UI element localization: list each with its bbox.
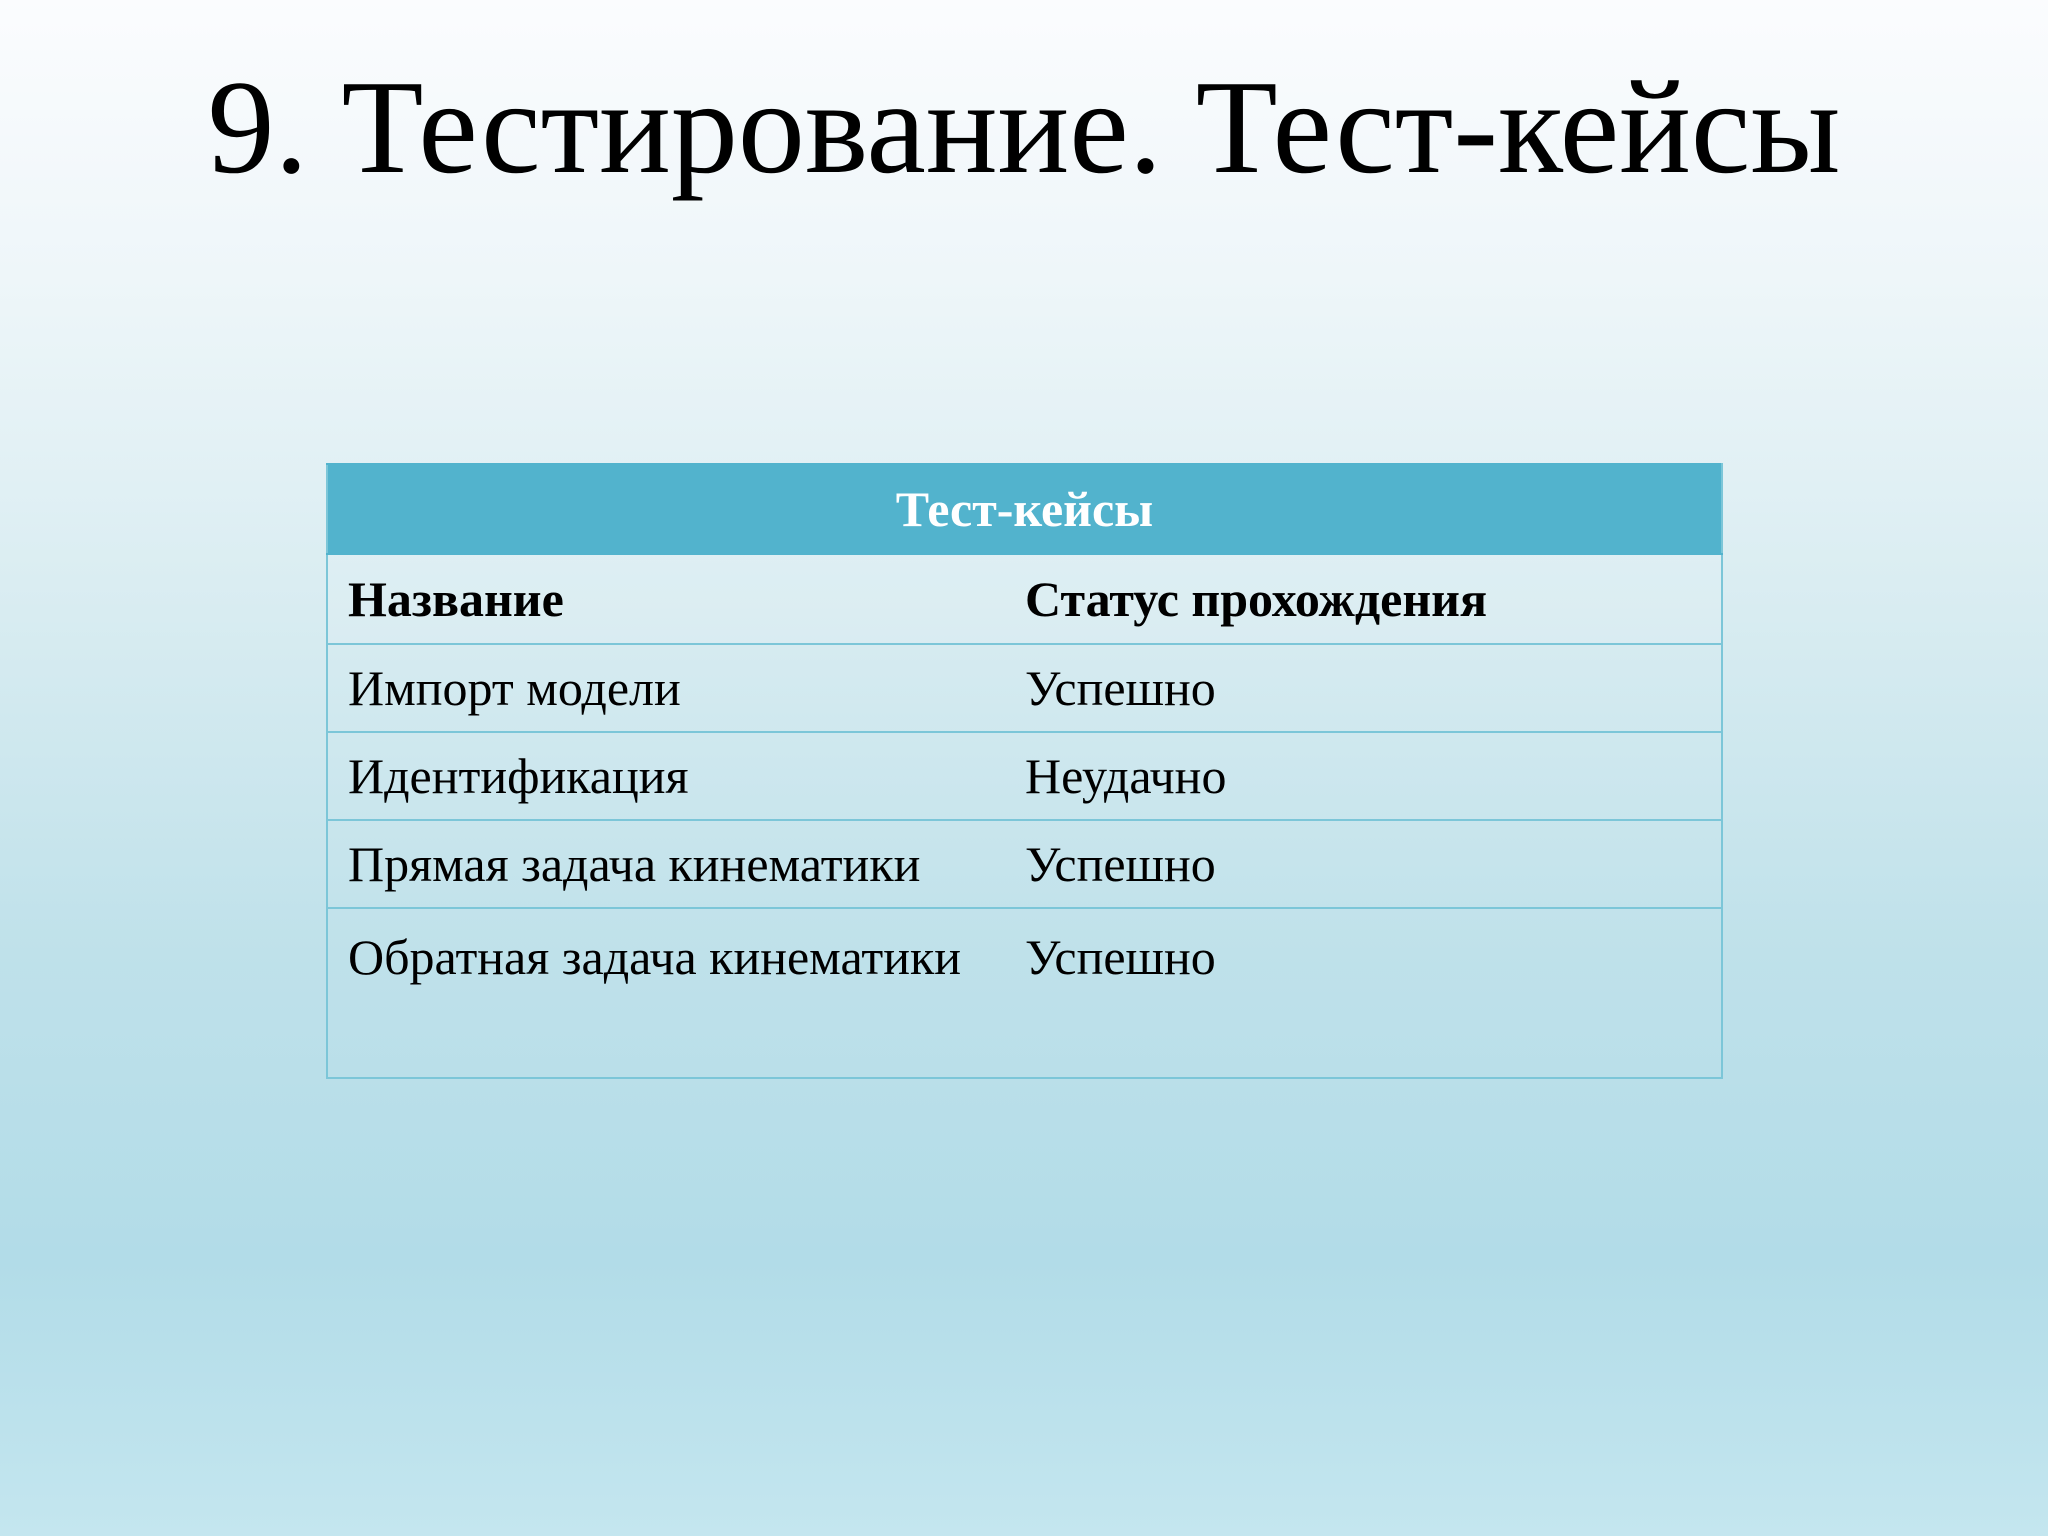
table-caption: Тест-кейсы — [327, 464, 1722, 554]
test-case-name: Прямая задача кинематики — [327, 820, 1005, 908]
slide-title: 9. Тестирование. Тест-кейсы — [207, 53, 1841, 201]
test-case-name: Импорт модели — [327, 644, 1005, 732]
table-caption-row — [327, 464, 1722, 554]
table-row — [327, 908, 1722, 1078]
table-row — [327, 820, 1722, 908]
test-case-status: Успешно — [1005, 908, 1722, 1078]
test-cases-table — [326, 463, 1723, 1079]
table-row — [327, 732, 1722, 820]
test-case-name: Идентификация — [327, 732, 1005, 820]
test-case-status: Успешно — [1005, 644, 1722, 732]
column-header-name: Название — [327, 554, 1005, 644]
table-row — [327, 644, 1722, 732]
table-header-row — [327, 554, 1722, 644]
test-case-name: Обратная задача кинематики — [327, 908, 1005, 1078]
test-case-status: Успешно — [1005, 820, 1722, 908]
test-case-status: Неудачно — [1005, 732, 1722, 820]
column-header-status: Статус прохождения — [1005, 554, 1722, 644]
